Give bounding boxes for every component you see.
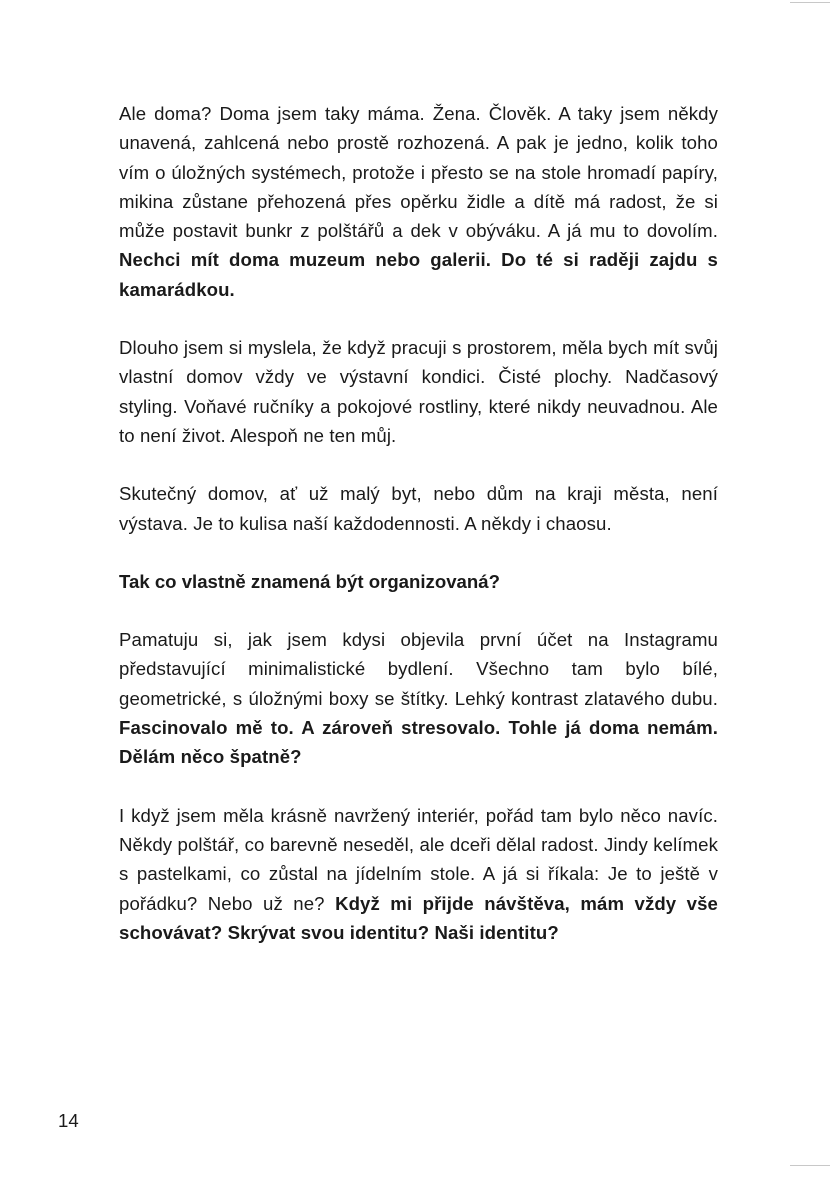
paragraph-2-text: Dlouho jsem si myslela, že když pracuji s prostorem, měla bych mít svůj vlastní domov vždy ve výstavní kondici. Čisté plochy. Nadčasový styling. Voňavé ručníky a pokojové rostliny, které nikdy neuvadnou. Ale to není život. Alespoň ne ten můj.: [119, 337, 718, 446]
paragraph-3-text: Skutečný domov, ať už malý byt, nebo dům na kraji města, není výstava. Je to kulisa naší každodennosti. A někdy i chaosu.: [119, 483, 718, 534]
paragraph-4: [119, 625, 718, 771]
paragraph-5: [119, 801, 718, 947]
page-body: [119, 99, 718, 976]
crop-mark-top: [790, 2, 830, 3]
paragraph-4-bold: Fascinovalo mě to. A zároveň stresovalo. Tohle já doma nemám. Dělám něco špatně?: [119, 717, 718, 768]
paragraph-1-text: Ale doma? Doma jsem taky máma. Žena. Člověk. A taky jsem někdy unavená, zahlcená nebo prostě rozhozená. A pak je jedno, kolik toho vím o úložných systémech, protože i přesto se na stole hromadí papíry, mikina zůstane přehozená přes opěrku židle a dítě má radost, že si může postavit bunkr z polštářů a dek v obýváku. A já mu to dovolím.: [119, 103, 718, 242]
paragraph-5-text: I když jsem měla krásně navržený interiér, pořád tam bylo něco navíc. Někdy polštář, co barevně neseděl, ale dceři dělal radost. Jindy kelímek s pastelkami, co zůstal na jídelním stole. A já si říkala: Je to ještě v pořádku? Nebo už ne?: [119, 804, 718, 914]
section-heading: Tak co vlastně znamená být organizovaná?: [119, 570, 500, 592]
page-number: 14: [58, 1110, 79, 1131]
paragraph-1-bold: Nechci mít doma muzeum nebo galerii. Do té si raději zajdu s kamarádkou.: [119, 249, 718, 300]
paragraph-5-bold: Když mi přijde návštěva, mám vždy vše schovávat? Skrývat svou identitu? Naši identitu?: [119, 892, 718, 943]
paragraph-2: [119, 333, 718, 450]
crop-mark-bottom: [790, 1165, 830, 1166]
paragraph-1: [119, 99, 718, 304]
paragraph-3: [119, 479, 718, 538]
paragraph-4-text: Pamatuju si, jak jsem kdysi objevila první účet na Instagramu představující minimalistické bydlení. Všechno tam bylo bílé, geometrické, s úložnými boxy se štítky. Lehký kontrast zlatavého dubu.: [119, 629, 718, 709]
